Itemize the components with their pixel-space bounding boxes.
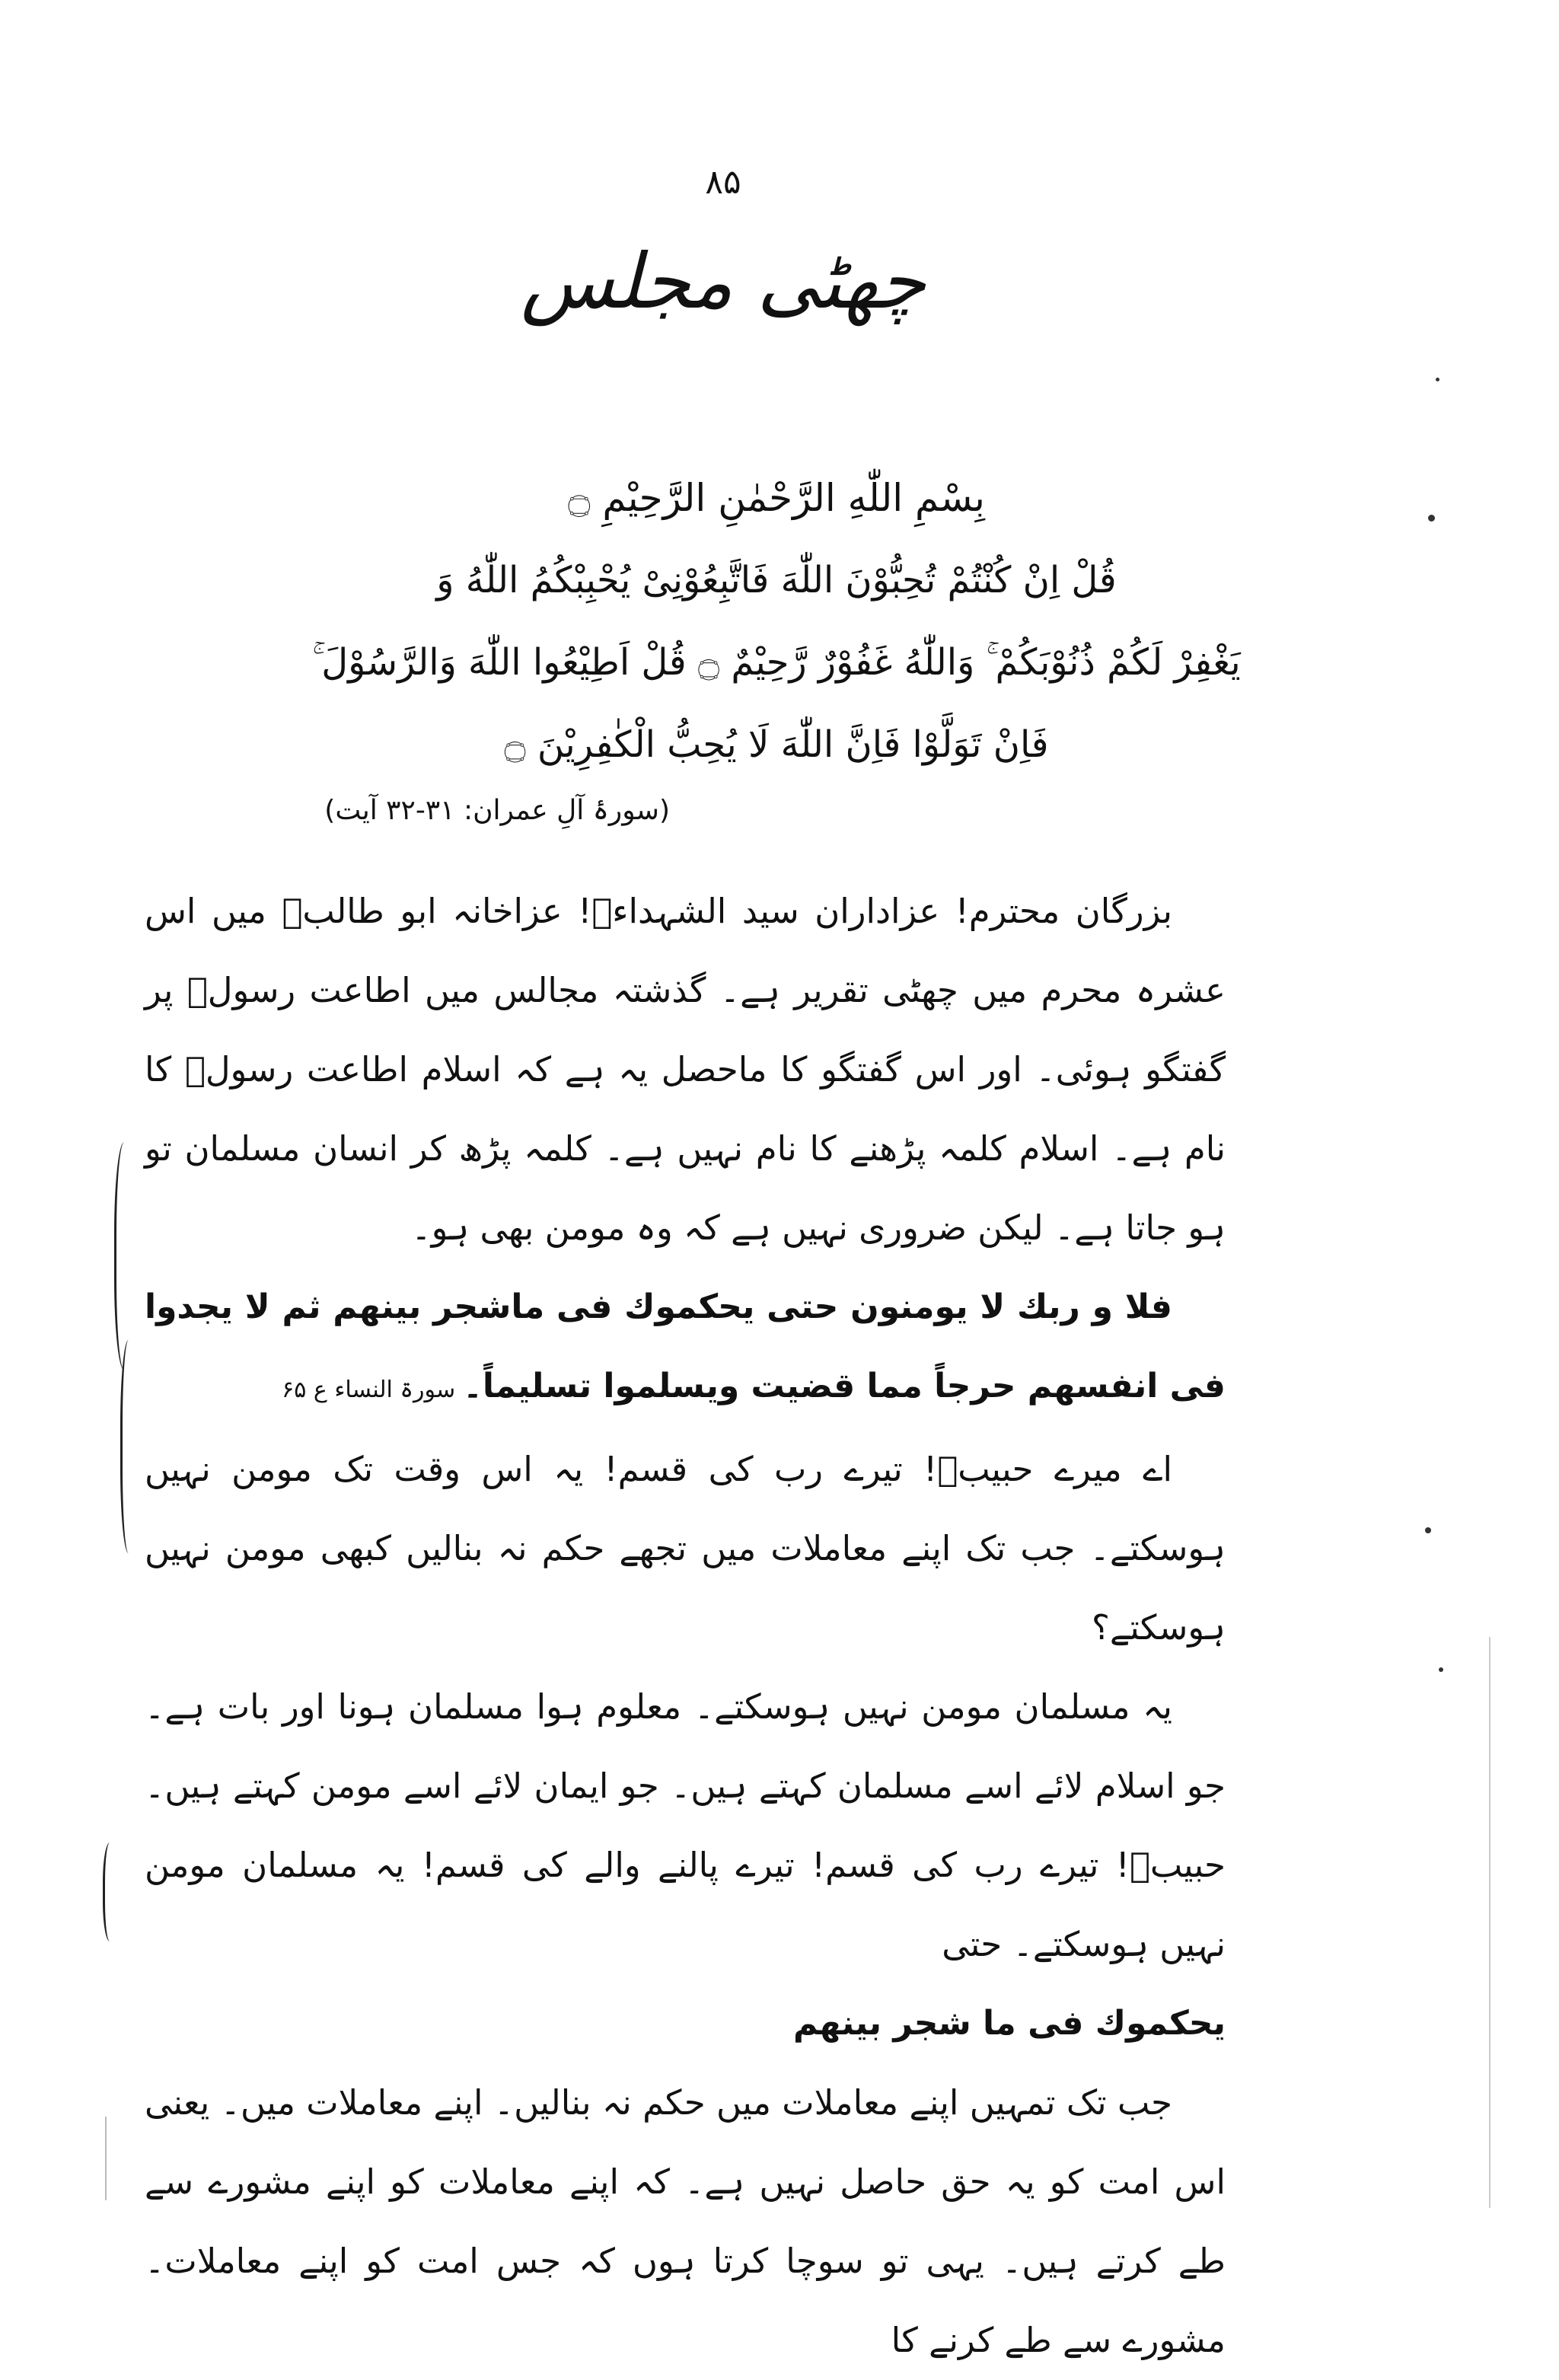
arabic-quote-nisa [145,1268,1226,1430]
verse-reference: (سورۂ آلِ عمران: ۳۱-۳۲ آیت) [324,795,670,826]
chapter-title: چھٹی مجلس [521,237,926,326]
verse-line-2: يَغْفِرْ لَكُمْ ذُنُوْبَكُمْ ۚ وَاللّٰهُ غَفُوْرٌ رَّحِيْمٌ ۝ قُلْ اَطِيْعُوا اللّٰهَ وَالرَّسُوْلَ ۚ [312,641,1241,684]
quran-verse-block [251,457,1302,786]
arabic-quote-text: فلا و ربك لا يومنون حتى يحكموك فى ماشجر بينهم ثم لا يجدوا فى انفسهم حرجاً مما قضيت ويسلموا تسليماً۔ [145,1287,1226,1405]
page-number: ۸۵ [705,163,741,202]
ink-speck [1425,1527,1431,1533]
scan-edge-line [105,2117,107,2200]
ink-speck [1428,515,1435,522]
bismillah-line: بِسْمِ اللّٰهِ الرَّحْمٰنِ الرَّحِيْمِ ۝ [568,476,985,520]
paragraph-muslim-momin: یہ مسلمان مومن نہیں ہوسکتے۔ معلوم ہوا مسلمان ہونا اور بات ہے۔ جو اسلام لائے اسے مسلمان کہتے ہیں۔ جو ایمان لائے اسے مومن کہتے ہیں۔ حبیبؐ! تیرے رب کی قسم! تیرے پالنے والے کی قسم! یہ مسلمان مومن نہیں ہوسکتے۔ حتی [145,1686,1226,1964]
arabic-quote-reference: سورۃ النساء ع ۶۵ [282,1377,456,1403]
margin-pencil-mark [103,1842,120,1941]
margin-pencil-mark [114,1142,139,1370]
paragraph-ummah: جب تک تمہیں اپنے معاملات میں حکم نہ بنالیں۔ اپنے معاملات میں۔ یعنی اس امت کو یہ حق حاصل نہیں ہے۔ کہ اپنے معاملات کو اپنے مشورے سے طے کرتے ہیں۔ یہی تو سوچا کرتا ہوں کہ جس امت کو اپنے معاملات۔ مشورے سے طے کرنے کا [145,2082,1226,2360]
ink-speck [1439,1667,1443,1672]
verse-line-3: فَاِنْ تَوَلَّوْا فَاِنَّ اللّٰهَ لَا يُحِبُّ الْكٰفِرِيْنَ ۝ [504,723,1049,766]
paragraph-intro: بزرگان محترم! عزاداران سید الشہداءؑ! عزاخانہ ابو طالبؑ میں اس عشرہ محرم میں چھٹی تقریر ہے۔ گذشتہ مجالس میں اطاعت رسولؐ پر گفتگو ہوئی۔ اور اس گفتگو کا ماحصل یہ ہے کہ اسلام اطاعت رسولؐ کا نام ہے۔ اسلام کلمہ پڑھنے کا نام نہیں ہے۔ کلمہ پڑھ کر انسان مسلمان تو ہو جاتا ہے۔ لیکن ضروری نہیں ہے کہ وہ مومن بھی ہو۔ [145,891,1226,1248]
arabic-phrase: يحكموك فى ما شجر بينهم [793,2004,1226,2043]
body-text [145,872,1226,2380]
scan-edge-line [1489,1637,1490,2208]
ink-speck [1436,378,1439,381]
verse-line-1: قُلْ اِنْ كُنْتُمْ تُحِبُّوْنَ اللّٰهَ فَاتَّبِعُوْنِىْ يُحْبِبْكُمُ اللّٰهُ وَ [436,559,1117,601]
margin-pencil-mark [120,1340,141,1553]
paragraph-translation: اے میرے حبیبؐ! تیرے رب کی قسم! یہ اس وقت تک مومن نہیں ہوسکتے۔ جب تک اپنے معاملات میں تجھے حکم نہ بنالیں کبھی مومن نہیں ہوسکتے؟ [145,1449,1226,1648]
